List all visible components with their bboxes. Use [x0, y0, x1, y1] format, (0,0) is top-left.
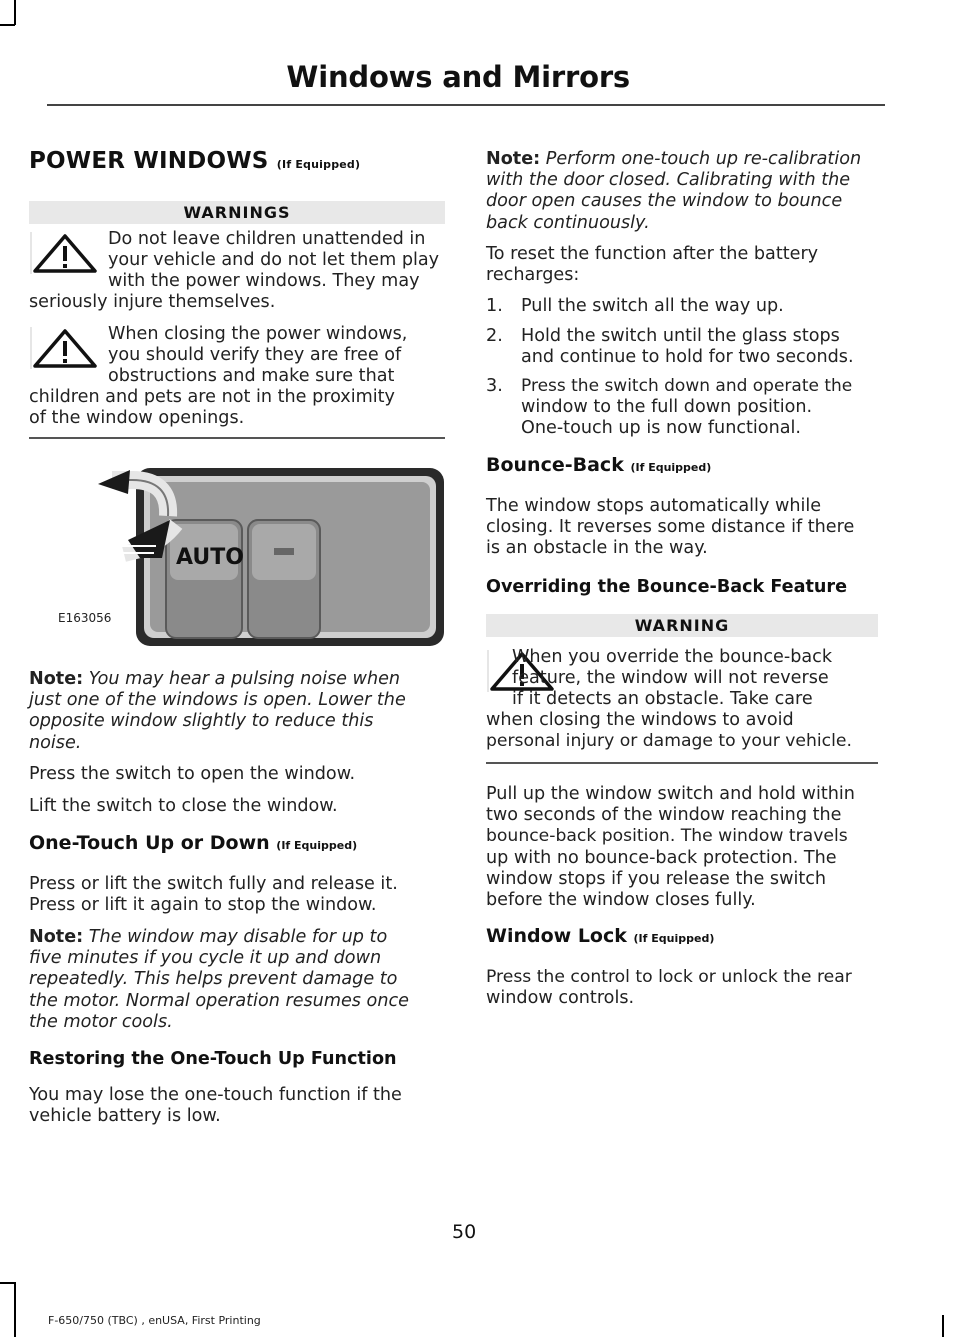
note2-text: The window may disable for up to	[88, 927, 388, 947]
note-label: Note:	[486, 149, 541, 169]
onetouch-tag: (If Equipped)	[276, 839, 358, 852]
rnote-text: Perform one-touch up re-calibration	[545, 149, 862, 169]
warning3-line5: personal injury or damage to your vehicle.	[486, 731, 852, 751]
warnings-header: WARNINGS	[29, 201, 445, 224]
step-text: window to the full down position.	[521, 397, 813, 417]
warning1-line2: your vehicle and do not let them play	[108, 250, 440, 270]
bounce-paragraph	[486, 496, 886, 560]
lock-paragraph	[486, 967, 886, 1009]
note-label: Note:	[29, 669, 84, 689]
bounce-tag: (If Equipped)	[630, 461, 712, 474]
override-line2: two seconds of the window reaching the	[486, 805, 842, 826]
warning2-line2: you should verify they are free of	[108, 345, 402, 365]
lock-line1: Press the control to lock or unlock the rear	[486, 967, 852, 987]
auto-label: AUTO	[176, 545, 244, 570]
step-text: Press the switch down and operate the	[521, 376, 853, 396]
warning3-line2: feature, the window will not reverse	[512, 668, 829, 688]
window-switch-figure	[58, 462, 444, 646]
bounce-line2: closing. It reverses some distance if there	[486, 517, 855, 538]
note-paragraph	[29, 669, 449, 754]
reset-intro-line2: recharges:	[486, 265, 580, 286]
onetouch-line2: Press or lift it again to stop the window.	[29, 895, 377, 916]
warning-triangle-icon	[29, 326, 103, 370]
lift-close-text: Lift the switch to close the window.	[29, 796, 338, 816]
press-open-text: Press the switch to open the window.	[29, 764, 356, 784]
crop-mark-top-left-h	[0, 24, 15, 26]
restore-paragraph	[29, 1085, 449, 1127]
step-text: One-touch up is now functional.	[521, 418, 801, 438]
list-item	[486, 296, 886, 320]
bounce-line1: The window stops automatically while	[486, 496, 822, 516]
step-number: 3.	[486, 376, 503, 396]
note-paragraph	[486, 149, 886, 234]
crop-mark-bottom-right-v	[942, 1315, 944, 1337]
note2-line3: repeatedly. This helps prevent damage to	[29, 969, 398, 990]
section-title-text: POWER WINDOWS	[29, 148, 269, 174]
warning2-line4: children and pets are not in the proximity	[29, 387, 395, 407]
warning-end-rule	[486, 762, 878, 764]
warning-triangle-icon	[29, 231, 103, 275]
warnings-end-rule	[29, 437, 445, 439]
lock-tag: (If Equipped)	[633, 932, 715, 945]
override-line5: window stops if you release the switch	[486, 868, 827, 889]
lock-heading	[486, 925, 714, 947]
onetouch-line1: Press or lift the switch fully and release it.	[29, 874, 398, 894]
warning-header: WARNING	[486, 614, 878, 637]
bounce-title: Bounce-Back	[486, 454, 624, 476]
note1-line3: opposite window slightly to reduce this	[29, 711, 374, 732]
rnote-line4: back continuously.	[486, 212, 650, 233]
rnote-line3: door open causes the window to bounce	[486, 191, 843, 212]
step-text: Hold the switch until the glass stops	[521, 326, 840, 346]
reset-intro-line1: To reset the function after the battery	[486, 244, 819, 264]
section-title	[29, 148, 360, 174]
warning1-line4: seriously injure themselves.	[29, 292, 276, 312]
header-rule	[47, 104, 885, 106]
override-line4: up with no bounce-back protection. The	[486, 847, 837, 868]
step-number: 2.	[486, 326, 503, 346]
note2-line1	[29, 927, 449, 948]
bounce-line3: is an obstacle in the way.	[486, 538, 708, 559]
restore-line1: You may lose the one-touch function if the	[29, 1085, 402, 1105]
warning3-line1: When you override the bounce-back	[512, 647, 833, 667]
note1-text: You may hear a pulsing noise when	[88, 669, 401, 689]
list-item	[486, 376, 886, 442]
override-heading: Overriding the Bounce-Back Feature	[486, 577, 848, 597]
warning2-line5: of the window openings.	[29, 408, 245, 428]
warning2-line1: When closing the power windows,	[108, 324, 408, 344]
crop-mark-bottom-left-v	[14, 1282, 16, 1337]
override-line1: Pull up the window switch and hold within	[486, 784, 855, 804]
note2-line2: five minutes if you cycle it up and down	[29, 948, 382, 969]
override-line6: before the window closes fully.	[486, 890, 756, 911]
note2-line4: the motor. Normal operation resumes once	[29, 990, 409, 1011]
restore-line2: vehicle battery is low.	[29, 1106, 221, 1127]
list-item	[486, 326, 886, 370]
note-label: Note:	[29, 927, 84, 947]
warning1-line1: Do not leave children unattended in	[108, 229, 426, 249]
figure-id: E163056	[58, 611, 112, 625]
lock-title: Window Lock	[486, 925, 627, 947]
override-line3: bounce-back position. The window travels	[486, 826, 848, 847]
footer-imprint: F-650/750 (TBC) , enUSA, First Printing	[48, 1314, 261, 1327]
rnote-line1	[486, 149, 886, 170]
warning-block	[29, 324, 449, 434]
step-text: and continue to hold for two seconds.	[521, 347, 854, 367]
warning3-line3: if it detects an obstacle. Take care	[512, 689, 813, 709]
rnote-line2: with the door closed. Calibrating with the	[486, 170, 851, 191]
warning-block	[486, 647, 886, 757]
note1-line4: noise.	[29, 732, 82, 753]
note2-line5: the motor cools.	[29, 1011, 173, 1032]
warning-block	[29, 229, 449, 319]
warning2-line3: obstructions and make sure that	[108, 366, 395, 386]
section-title-tag: (If Equipped)	[276, 158, 361, 171]
step-text: Pull the switch all the way up.	[521, 296, 784, 316]
note1-line2: just one of the windows is open. Lower the	[29, 690, 406, 711]
warning3-line4: when closing the windows to avoid	[486, 710, 794, 730]
note-paragraph	[29, 927, 449, 1033]
bounce-heading	[486, 454, 711, 476]
onetouch-paragraph	[29, 874, 449, 916]
step-number: 1.	[486, 296, 503, 316]
onetouch-title: One-Touch Up or Down	[29, 832, 270, 854]
crop-mark-top-left-v	[14, 0, 16, 25]
crop-mark-bottom-left-h	[0, 1282, 15, 1284]
note1-line1	[29, 669, 449, 690]
onetouch-heading	[29, 832, 357, 854]
lock-line2: window controls.	[486, 988, 635, 1009]
override-paragraph	[486, 784, 886, 911]
page-number: 50	[452, 1221, 477, 1243]
warning1-line3: with the power windows. They may	[108, 271, 420, 291]
page-header-title: Windows and Mirrors	[286, 60, 630, 94]
restore-heading: Restoring the One-Touch Up Function	[29, 1049, 397, 1069]
reset-intro	[486, 244, 886, 286]
